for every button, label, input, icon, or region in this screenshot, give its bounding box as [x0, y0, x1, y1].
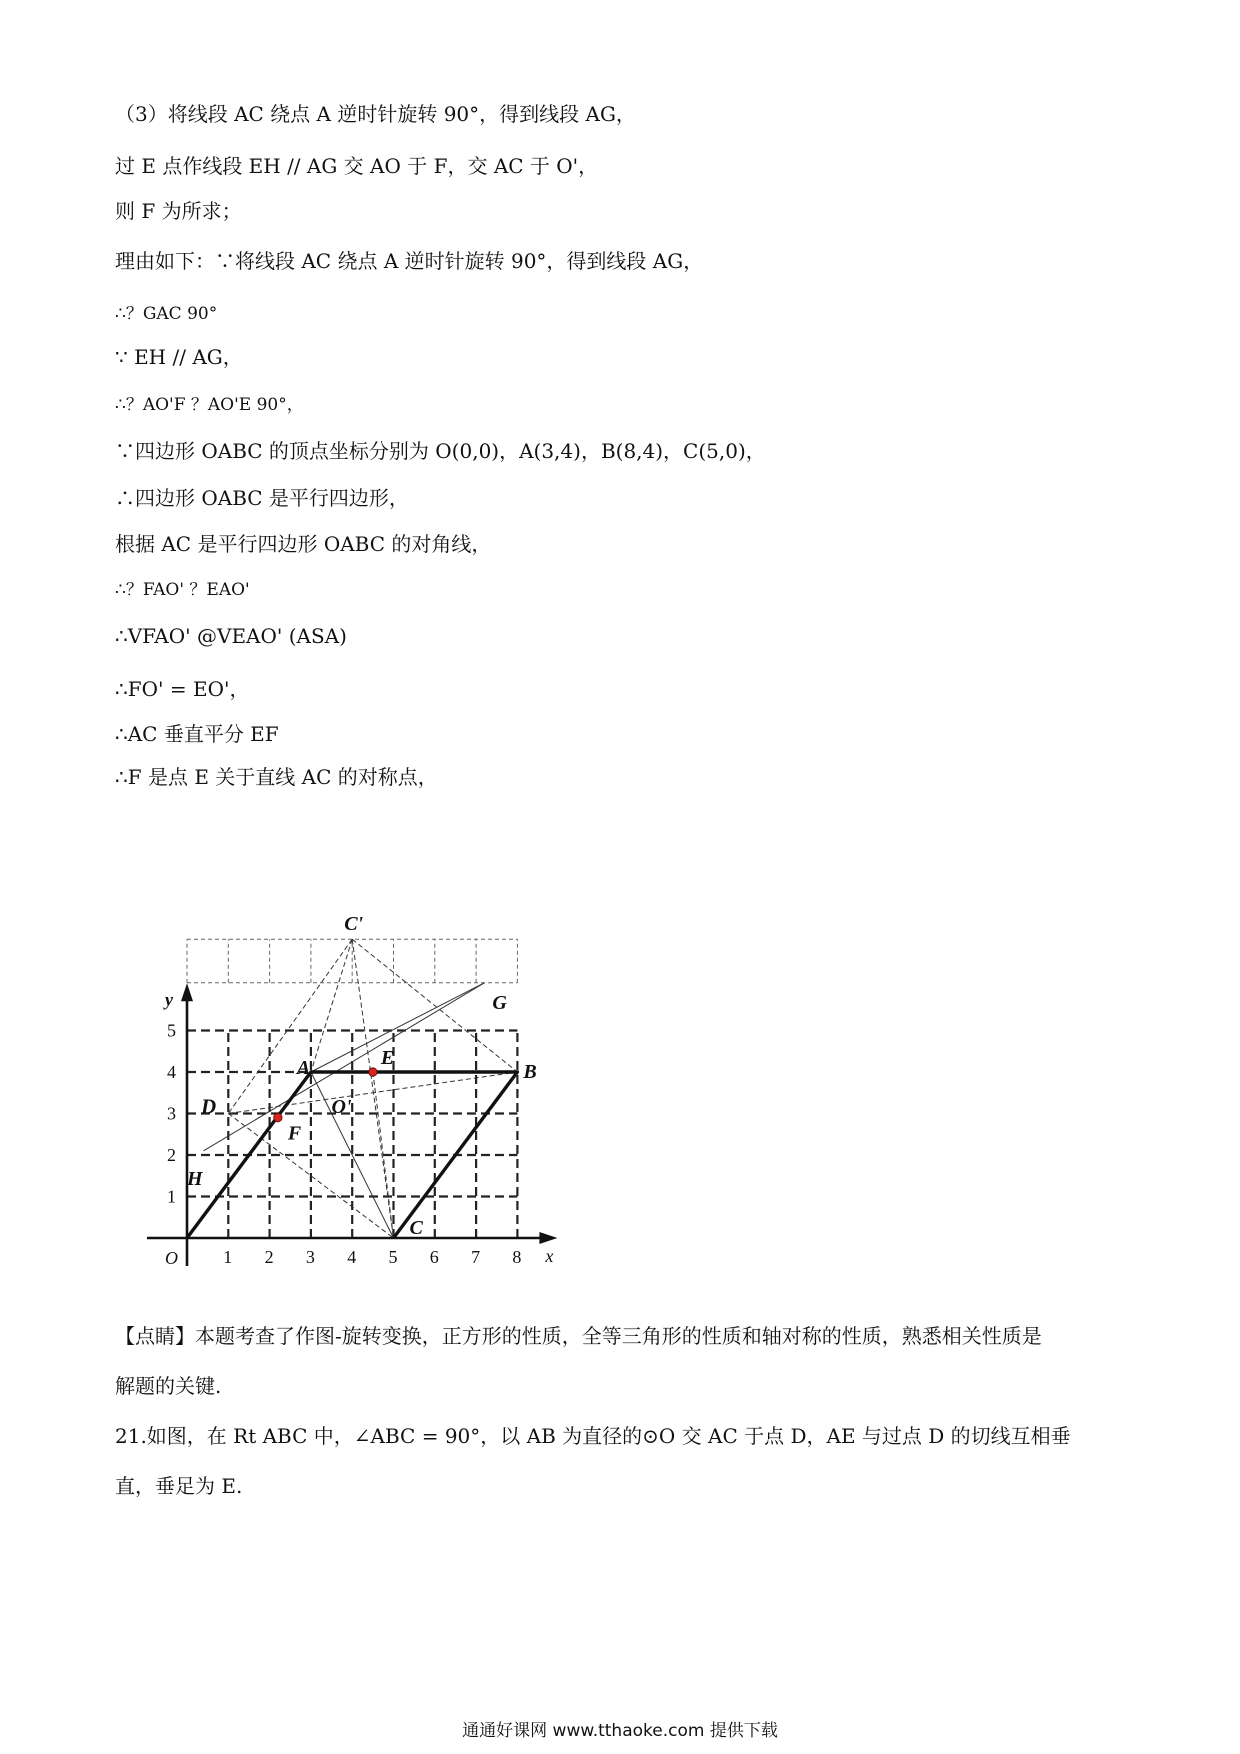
x-tick-label: 2 [264, 1247, 274, 1267]
y-axis-arrow-icon [181, 983, 193, 1001]
construction-line [311, 939, 352, 1072]
point-label-a: A [296, 1057, 311, 1079]
text-line: ∴？AO'F ？AO'E 90°， [115, 395, 304, 415]
text-line: ∵四边形 OABC 的顶点坐标分别为 O(0,0)，A(3,4)，B(8,4)，C(5,0)， [115, 439, 766, 463]
comment-continuation: 解题的关键. [115, 1374, 222, 1398]
geometry-figure [130, 905, 600, 1290]
y-axis-label: y [165, 989, 173, 1010]
x-tick-label: 3 [305, 1247, 315, 1267]
comment-line: 【点睛】本题考查了作图-旋转变换，正方形的性质，全等三角形的性质和轴对称的性质，熟悉相关性质是 [115, 1324, 1042, 1348]
point-label-h: H [187, 1167, 203, 1190]
text-line: 过 E 点作线段 EH // AG 交 AO 于 F，交 AC 于 O'， [115, 154, 599, 178]
text-line: ∴？GAC 90° [115, 304, 218, 324]
x-tick-label: 6 [429, 1247, 439, 1267]
construction-line [352, 939, 393, 1238]
text-line: 则 F 为所求； [115, 199, 242, 223]
text-line: ∵ EH // AG， [115, 345, 243, 369]
text-line: ∴FO' = EO'， [115, 677, 250, 701]
x-axis-label: x [545, 1246, 554, 1266]
x-tick-label: 7 [471, 1247, 481, 1267]
point-e-marker [369, 1068, 377, 1076]
footer-credit: 通通好课网 www.tthaoke.com 提供下载 [462, 1721, 778, 1741]
y-tick-label: 2 [167, 1145, 176, 1165]
x-tick-label: 8 [512, 1247, 522, 1267]
point-label-o-prime: O' [331, 1096, 352, 1119]
point-label-b: B [523, 1061, 537, 1083]
question-21-line-1: 21.如图，在 Rt ABC 中，∠ABC = 90°，以 AB 为直径的⊙O 交 AC 于点 D，AE 与过点 D 的切线互相垂 [115, 1424, 1071, 1448]
grid-layer [187, 939, 517, 1238]
segment-ag [311, 983, 484, 1072]
x-tick-label: 1 [223, 1247, 233, 1267]
x-tick-label: 5 [388, 1247, 398, 1267]
point-label-f: F [287, 1122, 302, 1145]
point-label-g: G [492, 991, 507, 1014]
construction-lines [204, 939, 518, 1238]
point-label-c: C [409, 1217, 423, 1239]
x-tick-label: 4 [347, 1247, 357, 1267]
point-label-c-prime: C' [344, 913, 364, 936]
point-label-d: D [201, 1094, 217, 1119]
point-f-marker [274, 1113, 282, 1121]
text-line: （3）将线段 AC 绕点 A 逆时针旋转 90°，得到线段 AG， [115, 102, 636, 126]
y-tick-label: 5 [167, 1020, 176, 1041]
y-tick-label: 3 [167, 1103, 176, 1124]
text-line: ∴F 是点 E 关于直线 AC 的对称点， [115, 765, 438, 789]
point-label-e: E [380, 1047, 395, 1069]
y-tick-label: 4 [167, 1062, 176, 1082]
text-line: ∴AC 垂直平分 EF [115, 722, 279, 746]
question-21-line-2: 直，垂足为 E. [115, 1474, 243, 1498]
construction-line [228, 1072, 517, 1114]
y-tick-label: 1 [167, 1186, 176, 1207]
labels [163, 913, 553, 1268]
text-line: 根据 AC 是平行四边形 OABC 的对角线， [115, 532, 492, 556]
text-line: ∴？FAO' ？EAO' [115, 580, 250, 600]
x-axis-arrow-icon [539, 1232, 557, 1244]
origin-label: O [165, 1248, 178, 1268]
text-line: ∴四边形 OABC 是平行四边形， [115, 486, 409, 510]
text-line: 理由如下：∵将线段 AC 绕点 A 逆时针旋转 90°，得到线段 AG， [115, 249, 704, 273]
text-line: ∴VFAO' @VEAO' (ASA) [115, 624, 347, 648]
segment-eh [204, 983, 485, 1151]
construction-line [228, 939, 352, 1113]
